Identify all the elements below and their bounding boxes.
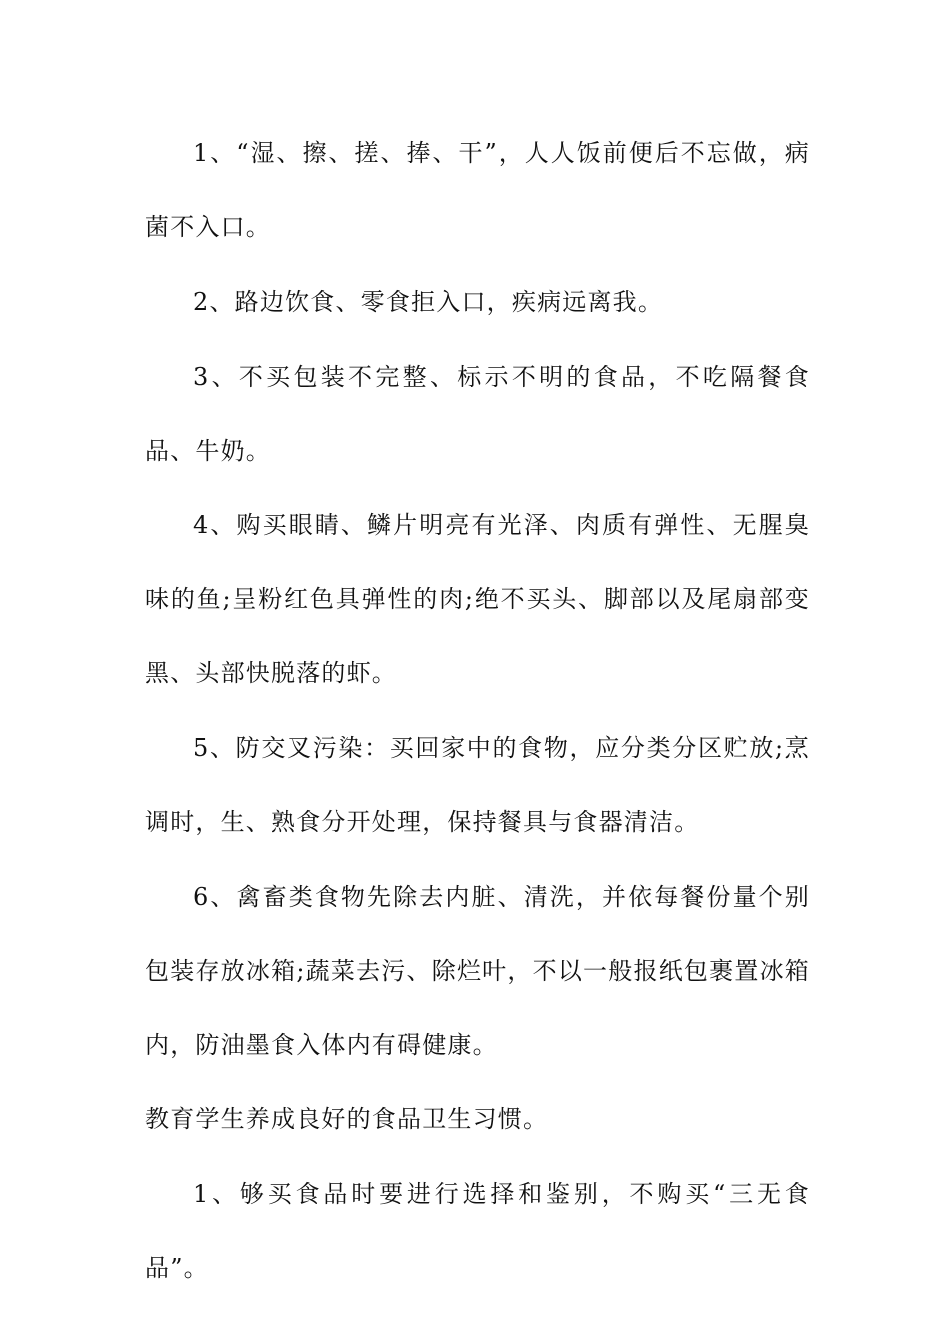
paragraph-item-4: 4、购买眼睛、鳞片明亮有光泽、肉质有弹性、无腥臭味的鱼;呈粉红色具弹性的肉;绝不买头、脚部以及尾扇部变黑、头部快脱落的虾。 — [145, 511, 810, 687]
section-heading-habits: 教育学生养成良好的食品卫生习惯。 — [145, 1105, 549, 1133]
paragraph-item-5: 5、防交叉污染：买回家中的食物，应分类分区贮放;烹调时，生、熟食分开处理，保持餐具与食器清洁。 — [145, 734, 810, 836]
paragraph-item-6: 6、禽畜类食物先除去内脏、清洗，并依每餐份量个别包装存放冰箱;蔬菜去污、除烂叶，不以一般报纸包裹置冰箱内，防油墨食入体内有碍健康。 — [145, 883, 810, 1059]
paragraph-item-7: 1、够买食品时要进行选择和鉴别，不购买“三无食品”。 — [145, 1180, 810, 1282]
paragraph-item-3: 3、不买包装不完整、标示不明的食品，不吃隔餐食品、牛奶。 — [145, 363, 810, 465]
paragraph-item-2: 2、路边饮食、零食拒入口，疾病远离我。 — [193, 288, 664, 316]
paragraph-item-1: 1、“湿、擦、搓、捧、干”，人人饭前便后不忘做，病菌不入口。 — [145, 139, 810, 241]
